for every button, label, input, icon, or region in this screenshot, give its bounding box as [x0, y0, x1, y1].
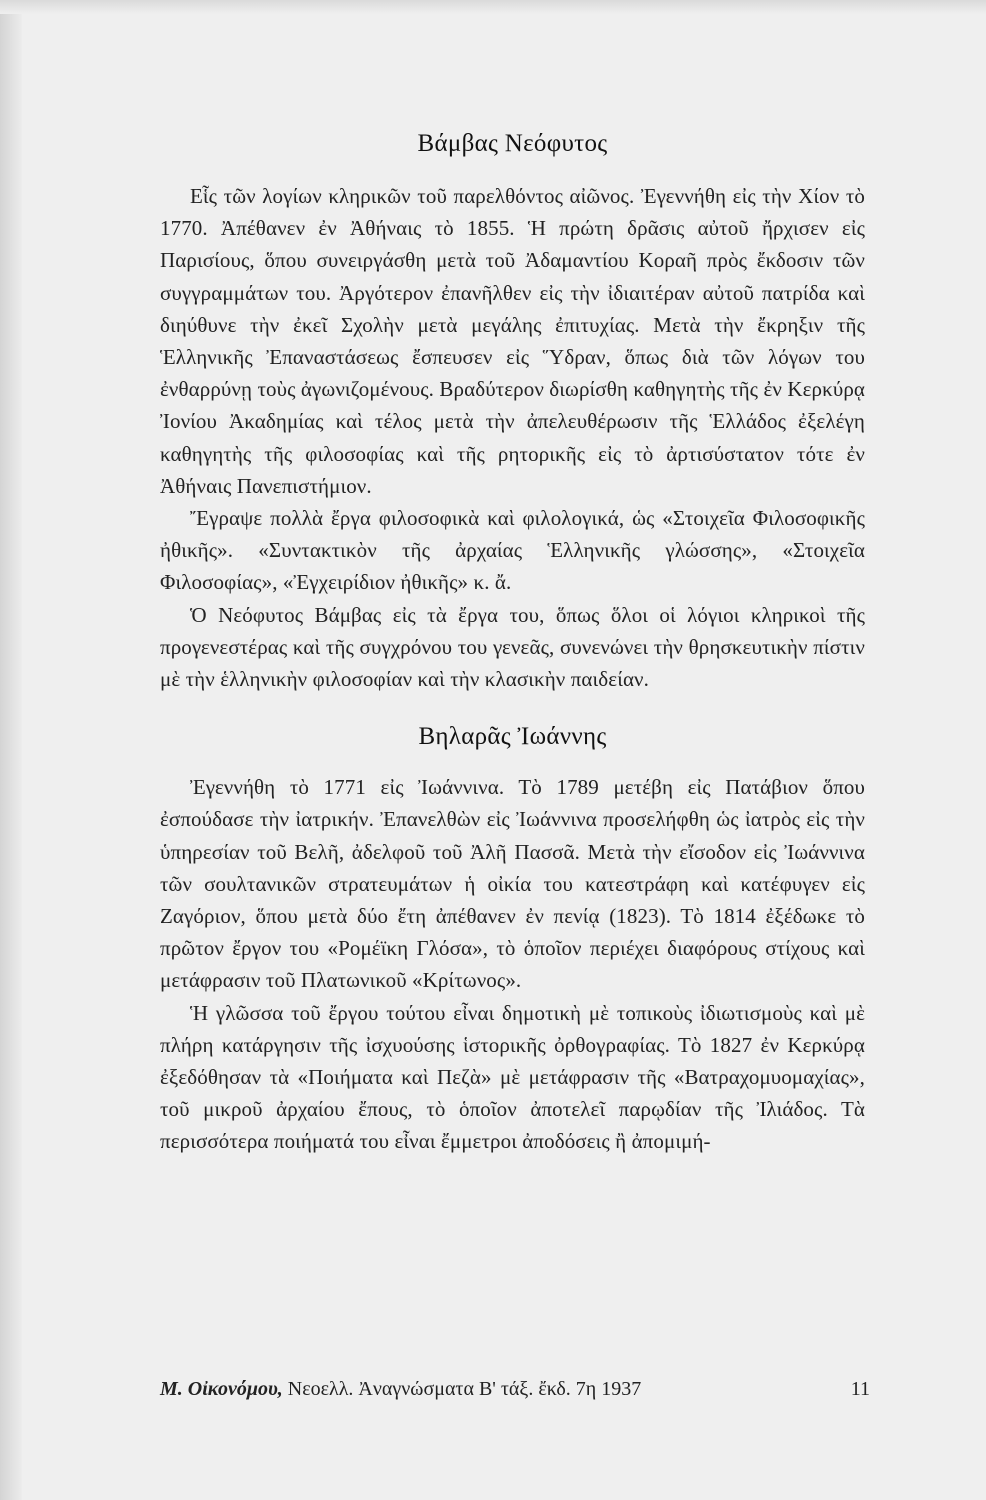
page-content	[160, 130, 865, 1158]
page-number: 11	[850, 1378, 870, 1400]
section-title-vamvas: Βάμβας Νεόφυτος	[417, 130, 608, 157]
paragraph: Ἡ γλῶσσα τοῦ ἔργου τούτου εἶναι δημοτικὴ μὲ τοπικοὺς ἰδιωτισμοὺς καὶ μὲ πλήρη κατάργησιν τῆς ἰσχυούσης ἱστορικῆς ὀρθογραφίας. Τὸ 1827 ἐν Κερκύρᾳ ἐξεδόθησαν τὰ «Ποιήματα καὶ Πεζὰ» μὲ μετάφρασιν τῆς «Βατραχομυομαχίας», τοῦ μικροῦ ἀρχαίου ἔπους, τὸ ὁποῖον ἀποτελεῖ παρῳδίαν τῆς Ἰλιάδος. Τὰ περισσότερα ποιήματά του εἶναι ἔμμετροι ἀποδόσεις ἢ ἀπομιμή-	[160, 1000, 865, 1154]
footer-citation	[160, 1378, 641, 1401]
paragraph: Ἔγραψε πολλὰ ἔργα φιλοσοφικὰ καὶ φιλολογικά, ὡς «Στοιχεῖα Φιλοσοφικῆς ἠθικῆς». «Συντακτικὸν τῆς ἀρχαίας Ἑλληνικῆς γλώσσης», «Στοιχεῖα Φιλοσοφίας», «Ἐγχειρίδιον ἠθικῆς» κ. ἄ.	[160, 506, 865, 595]
paragraph: Ὁ Νεόφυτος Βάμβας εἰς τὰ ἔργα του, ὅπως ὅλοι οἱ λόγιοι κληρικοὶ τῆς προγενεστέρας καὶ τῆς συγχρόνου του γενεᾶς, συνενώνει τὴν θρησκευτικὴν πίστιν μὲ τὴν ἑλληνικὴν φιλοσοφίαν καὶ τὴν κλασικὴν παιδείαν.	[160, 602, 865, 692]
footer-source: Νεοελλ. Ἀναγνώσματα Β' τάξ. ἔκδ. 7η 1937	[287, 1378, 642, 1400]
page-edge-shadow	[0, 0, 22, 1500]
page-footer	[160, 1378, 870, 1401]
paragraph: Εἷς τῶν λογίων κληρικῶν τοῦ παρελθόντος αἰῶνος. Ἐγεννήθη εἰς τὴν Χίον τὸ 1770. Ἀπέθανεν ἐν Ἀθήναις τὸ 1855. Ἡ πρώτη δρᾶσις αὐτοῦ ἤρχισεν εἰς Παρισίους, ὅπου συνειργάσθη μετὰ τοῦ Ἀδαμαντίου Κοραῆ πρὸς ἔκδοσιν τῶν συγγραμμάτων του. Ἀργότερον ἐπανῆλθεν εἰς τὴν ἰδιαιτέραν αὐτοῦ πατρίδα καὶ διηύθυνε τὴν ἐκεῖ Σχολὴν μετὰ μεγάλης ἐπιτυχίας. Μετὰ τὴν ἔκρηξιν τῆς Ἑλληνικῆς Ἐπαναστάσεως ἔσπευσεν εἰς Ὕδραν, ὅπως διὰ τῶν λόγων του ἐνθαρρύνῃ τοὺς ἀγωνιζομένους. Βραδύτερον διωρίσθη καθηγητὴς τῆς ἐν Κερκύρᾳ Ἰονίου Ἀκαδημίας καὶ τέλος μετὰ τὴν ἀπελευθέρωσιν τῆς Ἑλλάδος ἐξελέγη καθηγητὴς τῆς φιλοσοφίας καὶ τῆς ρητορικῆς εἰς τὸ ἀρτισύστατον τότε ἐν Ἀθήναις Πανεπιστήμιον.	[160, 184, 865, 498]
page-top-shadow	[0, 0, 986, 14]
section-title-vilaras: Βηλαρᾶς Ἰωάννης	[418, 723, 607, 751]
footer-author: Μ. Οἰκονόμου,	[160, 1378, 283, 1400]
paragraph: Ἐγεννήθη τὸ 1771 εἰς Ἰωάννινα. Τὸ 1789 μετέβη εἰς Πατάβιον ὅπου ἐσπούδασε τὴν ἰατρικήν. Ἐπανελθὼν εἰς Ἰωάννινα προσελήφθη ὡς ἰατρὸς εἰς τὴν ὑπηρεσίαν τοῦ Βελῆ, ἀδελφοῦ τοῦ Ἀλῆ Πασσᾶ. Μετὰ τὴν εἴσοδον εἰς Ἰωάννινα τῶν σουλτανικῶν στρατευμάτων ἡ οἰκία του κατεστράφη καὶ κατέφυγεν εἰς Ζαγόριον, ὅπου μετὰ δύο ἔτη ἀπέθανεν ἐν πενίᾳ (1823). Τὸ 1814 ἐξέδωκε τὸ πρῶτον ἔργον του «Ρομέϊκη Γλόσα», τὸ ὁποῖον περιέχει διαφόρους στίχους καὶ μετάφρασιν τοῦ Πλατωνικοῦ «Κρίτωνος».	[160, 775, 865, 993]
